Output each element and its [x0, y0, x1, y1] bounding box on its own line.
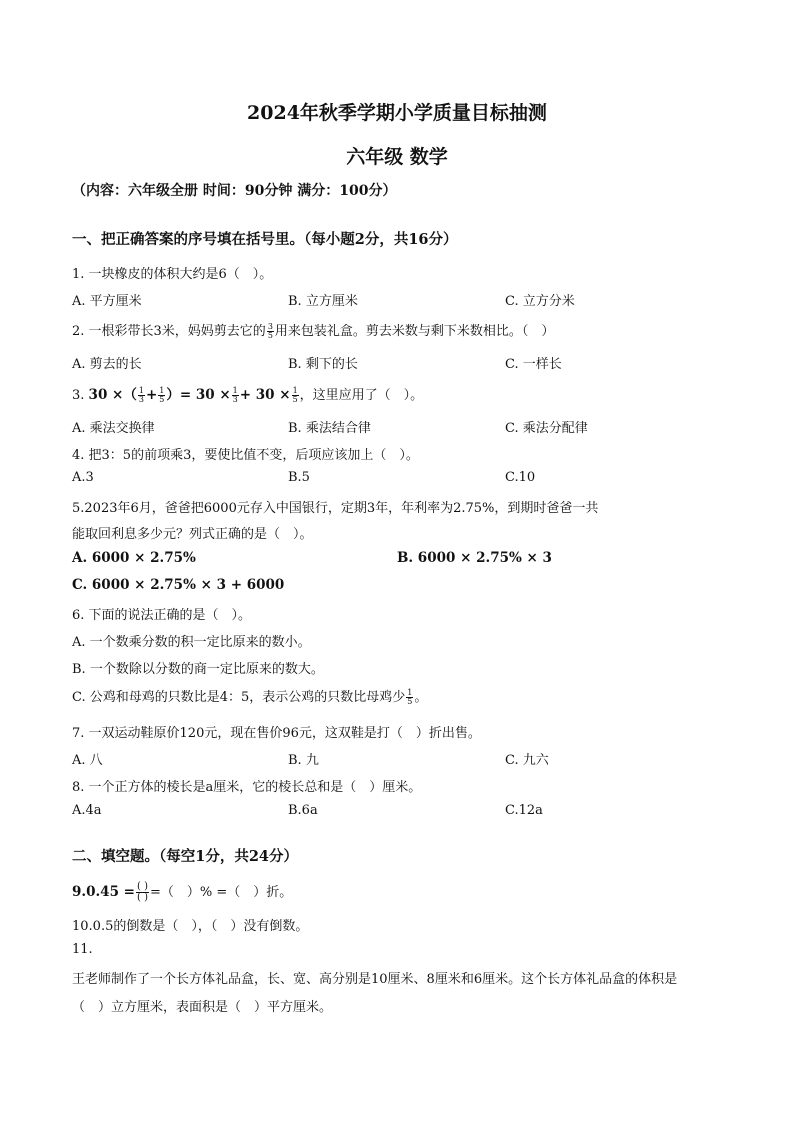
question-1: 1. 一块橡皮的体积大约是6（ ）。: [72, 267, 273, 282]
q3-frac-3-num: 1: [232, 386, 238, 395]
q1-option-a: A. 平方厘米: [72, 294, 142, 309]
question-5-line-1: 5.2023年6月，爸爸把6000元存入中国银行，定期3年，年利率为2.75%，到期时爸爸一共: [72, 501, 599, 516]
q3-expr-b: ）= 30 ×: [166, 387, 231, 403]
question-4: 4. 把3：5的前项乘3，要使比值不变，后项应该加上（ ）。: [72, 448, 419, 463]
q4-option-a: A.3: [72, 470, 94, 485]
q2-text-pre: 2. 一根彩带长3米，妈妈剪去它的: [72, 324, 266, 339]
question-10: 10.0.5的倒数是（ ），（ ）没有倒数。: [72, 919, 309, 934]
q3-text-post: ，这里应用了（ ）。: [299, 388, 424, 403]
q3-expr-c: + 30 ×: [239, 387, 291, 403]
q6-frac-den: 5: [407, 697, 413, 706]
q7-option-a: A. 八: [72, 753, 103, 768]
q5-option-b: B. 6000 × 2.75% × 3: [397, 550, 552, 566]
q3-frac-1: [138, 387, 145, 404]
section-heading-1: 一、把正确答案的序号填在括号里。（每小题2分，共16分）: [72, 231, 458, 248]
question-9: [72, 881, 292, 903]
question-3: [72, 383, 423, 404]
q9-text-post: =（ ）% =（ ）折。: [149, 885, 293, 900]
q1-option-c: C. 立方分米: [505, 294, 575, 309]
exam-info: （内容：六年级全册 时间：90分钟 满分：100分）: [72, 183, 397, 199]
q6-option-b: B. 一个数除以分数的商一定比原来的数大。: [72, 662, 324, 677]
q3-frac-1-den: 3: [138, 395, 144, 404]
q5-option-a: A. 6000 × 2.75%: [72, 550, 196, 566]
q8-option-c: C.12a: [505, 803, 543, 818]
q3-frac-4-den: 5: [292, 395, 298, 404]
q2-option-c: C. 一样长: [505, 357, 562, 372]
q3-option-a: A. 乘法交换律: [72, 421, 155, 436]
q6-option-c-post: 。: [414, 690, 428, 705]
q3-frac-3-den: 3: [232, 395, 238, 404]
q3-frac-1-num: 1: [138, 386, 144, 395]
q3-plus: +: [145, 387, 158, 403]
q5-option-c: C. 6000 × 2.75% × 3 + 6000: [72, 577, 285, 593]
q3-frac-2-den: 5: [159, 395, 165, 404]
q8-option-b: B.6a: [288, 803, 318, 818]
q3-frac-4: [292, 387, 299, 404]
q7-option-b: B. 九: [288, 753, 319, 768]
q2-fraction: [267, 323, 274, 340]
q6-option-c: [72, 686, 427, 706]
q6-frac-num: 1: [407, 688, 413, 697]
q3-number: 3.: [72, 388, 89, 403]
page-subtitle: 六年级 数学: [346, 146, 448, 168]
question-11-line-1: 王老师制作了一个长方体礼品盒，长、宽、高分别是10厘米、8厘米和6厘米。这个长方体礼品盒的体积是: [72, 972, 678, 987]
q4-option-c: C.10: [505, 470, 536, 485]
q6-option-a: A. 一个数乘分数的积一定比原来的数小。: [72, 635, 311, 650]
q2-frac-num: 3: [267, 322, 273, 331]
q3-frac-2: [158, 387, 165, 404]
section-heading-2: 二、填空题。（每空1分，共24分）: [72, 848, 299, 865]
q2-option-b: B. 剩下的长: [288, 357, 358, 372]
q9-text-pre: 9.0.45 =: [72, 884, 135, 900]
question-5-line-2: 能取回利息多少元？列式正确的是（ ）。: [72, 527, 313, 542]
q3-option-b: B. 乘法结合律: [288, 421, 371, 436]
q3-frac-2-num: 1: [159, 386, 165, 395]
q3-expr-a: 30 ×（: [88, 387, 137, 403]
q6-option-c-pre: C. 公鸡和母鸡的只数比是4：5，表示公鸡的只数比母鸡少: [72, 690, 406, 705]
question-8: 8. 一个正方体的棱长是a厘米，它的棱长总和是（ ）厘米。: [72, 780, 422, 795]
question-6: 6. 下面的说法正确的是（ ）。: [72, 608, 252, 623]
page-title: 2024年秋季学期小学质量目标抽测: [247, 102, 547, 124]
question-2: [72, 320, 554, 340]
q4-option-b: B.5: [288, 470, 310, 485]
question-7: 7. 一双运动鞋原价120元，现在售价96元，这双鞋是打（ ）折出售。: [72, 726, 481, 741]
q2-option-a: A. 剪去的长: [72, 357, 142, 372]
question-11-line-2: （ ）立方厘米，表面积是（ ）平方厘米。: [72, 1000, 333, 1015]
q9-fraction: [136, 882, 149, 903]
q9-frac-den: ( ): [137, 892, 148, 903]
question-11-label: 11.: [72, 942, 93, 957]
q3-option-c: C. 乘法分配律: [505, 421, 588, 436]
q6-fraction: [406, 689, 413, 706]
q3-frac-4-num: 1: [292, 386, 298, 395]
q1-option-b: B. 立方厘米: [288, 294, 358, 309]
q2-frac-den: 5: [267, 331, 273, 340]
q2-text-post: 用来包装礼盒。剪去米数与剩下米数相比。（ ）: [274, 324, 555, 339]
q9-frac-num: ( ): [137, 881, 148, 892]
q7-option-c: C. 九六: [505, 753, 549, 768]
q3-frac-3: [232, 387, 239, 404]
q8-option-a: A.4a: [72, 803, 102, 818]
